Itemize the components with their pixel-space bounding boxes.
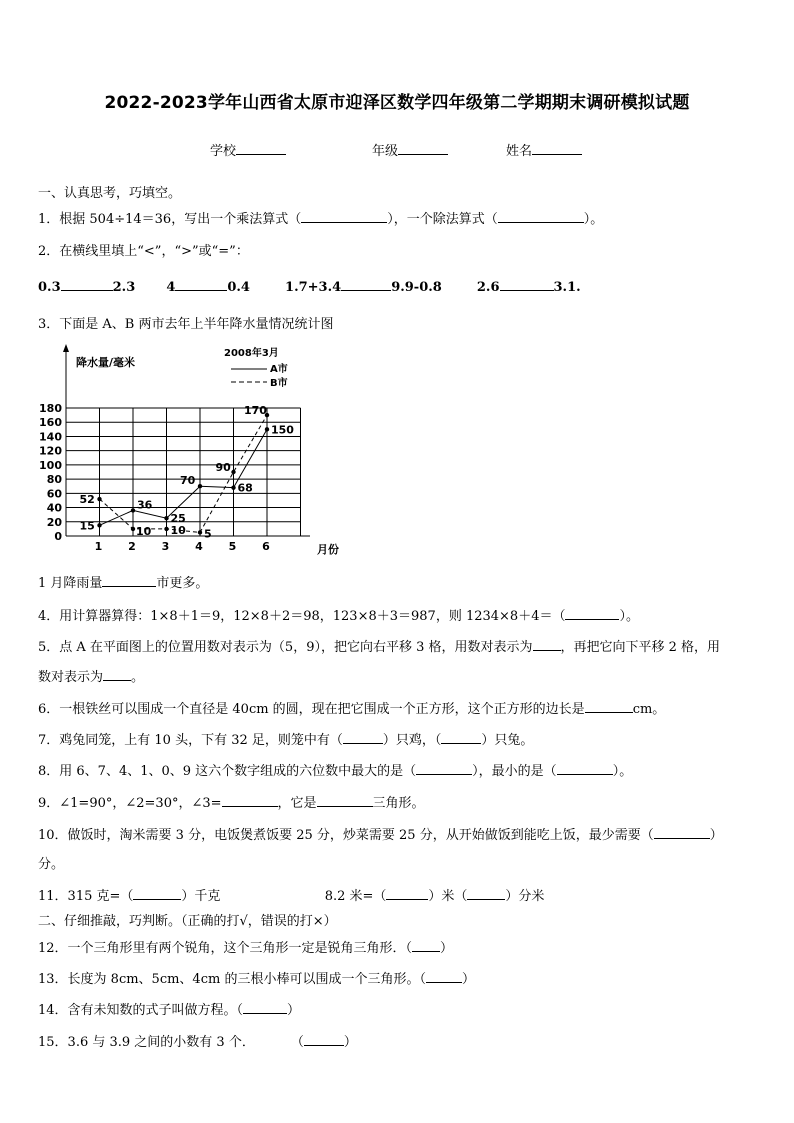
answer-blank[interactable] (222, 793, 278, 807)
x-tick-label: 2 (128, 540, 136, 553)
question-8: 8．用 6、7、4、1、0、9 这六个数字组成的六位数中最大的是（ ），最小的是（ ）。 (38, 760, 632, 779)
x-tick-label: 1 (94, 540, 103, 553)
data-point (231, 470, 235, 474)
question-4: 4．用计算器算得：1×8＋1＝9，12×8＋2＝98，123×8＋3＝987，则 1234×8＋4＝（ ）。 (38, 605, 639, 624)
question-9: 9．∠1=90°，∠2=30°，∠3= ，它是 三角形。 (38, 792, 425, 811)
question-15: 15．3.6 与 3.9 之间的小数有 3 个． （ ） (38, 1031, 357, 1050)
grade-field[interactable] (372, 140, 448, 159)
grade-label: 年级 (372, 144, 399, 159)
data-label: 90 (215, 461, 231, 474)
question-2: 2．在横线里填上“<”，“>”或“=”： (38, 244, 249, 259)
answer-blank[interactable] (500, 277, 554, 291)
data-label: 68 (237, 481, 253, 495)
section-2-heading: 二、仔细推敲，巧判断。（正确的打√，错误的打×） (38, 914, 337, 929)
answer-blank[interactable] (103, 667, 131, 681)
chart-title: 2008年3月 (224, 348, 279, 359)
data-label: 170 (244, 404, 267, 418)
y-axis-label: 降水量/毫米 (76, 356, 136, 369)
precipitation-chart (38, 340, 358, 565)
school-field[interactable] (210, 140, 286, 159)
data-label: 70 (180, 474, 196, 488)
data-point (198, 530, 202, 534)
page-title: 2022-2023学年山西省太原市迎泽区数学四年级第二学期期末调研模拟试题 (104, 93, 690, 113)
answer-blank[interactable] (426, 969, 462, 983)
question-13: 13．长度为 8cm、5cm、4cm 的三根小棒可以围成一个三角形。（ ） (38, 968, 475, 987)
answer-blank[interactable] (304, 1032, 344, 1046)
answer-blank[interactable] (565, 606, 619, 620)
question-10: 10．做饭时，淘米需要 3 分，电饭煲煮饭要 25 分，炒菜需要 25 分，从开始做饭到能吃上饭，最少需要（ ） (38, 824, 723, 843)
question-14: 14．含有未知数的式子叫做方程。（ ） (38, 999, 300, 1018)
y-tick-label: 180 (39, 402, 62, 415)
x-tick-label: 5 (228, 540, 237, 553)
answer-blank[interactable] (386, 886, 428, 900)
data-label: 25 (170, 512, 186, 526)
answer-blank[interactable] (243, 1000, 287, 1014)
question-1: 1．根据 504÷14＝36，写出一个乘法算式（ ），一个除法算式（ ）。 (38, 208, 603, 227)
data-point (97, 497, 101, 501)
question-3-answer: 1 月降雨量 市更多。 (38, 572, 208, 591)
answer-blank[interactable] (102, 573, 156, 587)
answer-blank[interactable] (412, 938, 440, 952)
data-label: 10 (136, 524, 152, 538)
legend-b: B市 (270, 378, 288, 389)
y-tick-label: 0 (54, 530, 62, 543)
answer-blank[interactable] (467, 886, 505, 900)
x-tick-label: 3 (161, 540, 170, 553)
data-label: 52 (79, 493, 95, 507)
y-tick-label: 140 (39, 430, 62, 444)
answer-blank[interactable] (175, 277, 227, 291)
y-tick-label: 20 (46, 515, 62, 529)
question-5: 5．点 A 在平面图上的位置用数对表示为（5，9），把它向右平移 3 格，用数对表示为 ，再把它向下平移 2 格，用 (38, 636, 720, 655)
question-6: 6．一根铁丝可以围成一个直径是 40cm 的圆，现在把它围成一个正方形，这个正方形的边长是 cm。 (38, 698, 665, 717)
answer-blank[interactable] (498, 209, 584, 223)
y-tick-label: 160 (39, 416, 62, 430)
data-label: 150 (271, 423, 294, 437)
answer-blank[interactable] (343, 730, 383, 744)
name-field[interactable] (506, 140, 582, 159)
data-label: 5 (204, 527, 212, 541)
data-label: 10 (170, 523, 186, 537)
data-point (164, 527, 168, 531)
question-5-cont: 数对表示为 。 (38, 666, 144, 685)
question-11: 11．315 克=（ ）千克 8.2 米=（ ）米（ ）分米 (38, 885, 544, 904)
question-12: 12．一个三角形里有两个锐角，这个三角形一定是锐角三角形．（ ） (38, 937, 453, 956)
name-label: 姓名 (506, 144, 533, 159)
data-point (131, 508, 135, 512)
data-label: 15 (79, 519, 95, 533)
data-point (131, 527, 135, 531)
data-point (198, 484, 202, 488)
data-point (231, 485, 235, 489)
answer-blank[interactable] (341, 277, 391, 291)
school-label: 学校 (210, 144, 237, 159)
y-tick-label: 100 (39, 458, 62, 472)
answer-blank[interactable] (557, 761, 613, 775)
question-3: 3．下面是 A、B 两市去年上半年降水量情况统计图 (38, 317, 334, 332)
answer-blank[interactable] (441, 730, 481, 744)
data-point (265, 427, 269, 431)
answer-blank[interactable] (585, 699, 633, 713)
y-tick-label: 120 (39, 444, 62, 458)
y-tick-label: 60 (46, 487, 62, 501)
y-tick-label: 40 (46, 501, 62, 515)
question-2-items: 0.3 2.3 4 0.4 1.7+3.4 9.9-0.8 2.6 3.1. (38, 277, 581, 295)
answer-blank[interactable] (301, 209, 387, 223)
x-axis-label: 月份 (317, 543, 339, 556)
question-7: 7．鸡兔同笼，上有 10 头，下有 32 足，则笼中有（ ）只鸡，（ ）只兔。 (38, 729, 533, 748)
section-1-heading: 一、认真思考，巧填空。 (38, 186, 182, 201)
answer-blank[interactable] (533, 637, 561, 651)
answer-blank[interactable] (61, 277, 113, 291)
y-tick-label: 80 (46, 473, 62, 487)
data-point (97, 523, 101, 527)
answer-blank[interactable] (654, 825, 710, 839)
question-10-cont: 分。 (38, 857, 65, 872)
x-tick-label: 4 (195, 540, 203, 553)
legend-a: A市 (270, 364, 288, 375)
data-point (164, 516, 168, 520)
answer-blank[interactable] (416, 761, 472, 775)
data-label: 36 (137, 498, 153, 512)
answer-blank[interactable] (133, 886, 181, 900)
answer-blank[interactable] (317, 793, 373, 807)
x-tick-label: 6 (262, 540, 270, 553)
